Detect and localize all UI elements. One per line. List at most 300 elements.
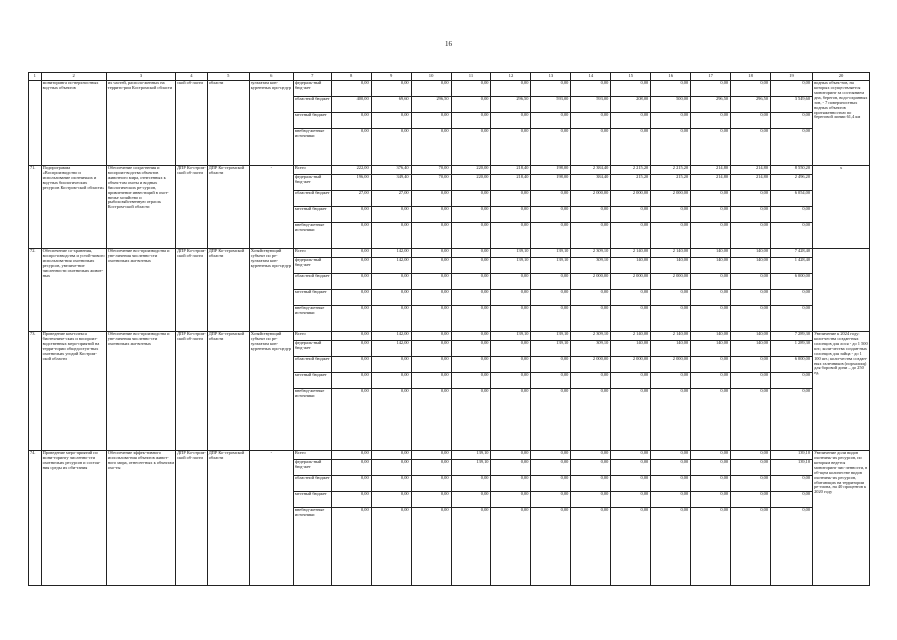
co-executor: ДПР Ко-стромской области — [207, 451, 249, 586]
amount-cell: 296,50 — [731, 97, 771, 113]
column-header: 9 — [371, 73, 411, 81]
amount-cell: 2 000,00 — [611, 357, 651, 373]
executor: ской об-ласти — [176, 81, 208, 166]
amount-cell: 8 550,20 — [771, 166, 813, 175]
amount-cell: 0,00 — [611, 373, 651, 389]
amount-cell: 0,00 — [611, 306, 651, 332]
amount-cell: 0,00 — [651, 223, 691, 249]
measure-name: Подпрограмма «Воспроизводство и использование охотничьих и вод-ных биологических ресурсов Костром-ской области» — [41, 166, 106, 249]
amount-cell: 0,00 — [451, 373, 491, 389]
participant: Хозяйствующий субъект по ре-зультатам кон-курентных про-цедур — [249, 332, 293, 451]
amount-cell: 214,80 — [731, 175, 771, 191]
amount-cell: 0,00 — [371, 492, 411, 508]
amount-cell: 0,00 — [651, 113, 691, 129]
amount-cell: 2 384,40 — [571, 166, 611, 175]
amount-cell: 0,00 — [411, 476, 451, 492]
amount-cell: 0,00 — [531, 306, 571, 332]
amount-cell: 0,00 — [331, 223, 371, 249]
amount-cell: 7 289,30 — [771, 332, 813, 341]
table-row — [29, 451, 870, 460]
amount-cell: 142,00 — [371, 332, 411, 341]
amount-cell: 0,00 — [771, 129, 813, 166]
amount-cell: 593,00 — [571, 97, 611, 113]
amount-cell: 0,00 — [771, 492, 813, 508]
amount-cell: 220,00 — [451, 166, 491, 175]
amount-cell: 0,00 — [651, 476, 691, 492]
amount-cell: 0,00 — [371, 274, 411, 290]
amount-cell: 0,00 — [451, 508, 491, 586]
amount-cell: 0,00 — [691, 290, 731, 306]
amount-cell: 0,00 — [571, 306, 611, 332]
amount-cell: 1 428,40 — [771, 258, 813, 274]
amount-cell: 0,00 — [451, 207, 491, 223]
amount-cell: 0,00 — [451, 81, 491, 97]
amount-cell: 0,00 — [451, 97, 491, 113]
amount-cell: 0,00 — [531, 207, 571, 223]
amount-cell: 0,00 — [651, 508, 691, 586]
amount-cell: 0,00 — [691, 460, 731, 476]
column-header: 19 — [771, 73, 813, 81]
funding-source: федераль-ный бюд-жет — [293, 175, 331, 191]
amount-cell: 0,00 — [331, 129, 371, 166]
amount-cell: 0,00 — [451, 290, 491, 306]
amount-cell: 0,00 — [371, 373, 411, 389]
column-header: 3 — [106, 73, 175, 81]
row-number: 74. — [29, 451, 42, 586]
amount-cell: 139,10 — [451, 460, 491, 476]
amount-cell: 139,10 — [531, 258, 571, 274]
funding-source: Всего — [293, 249, 331, 258]
amount-cell: 0,00 — [451, 306, 491, 332]
amount-cell: 0,00 — [331, 332, 371, 341]
participant: - — [249, 451, 293, 586]
amount-cell: 0,00 — [371, 207, 411, 223]
amount-cell: 309,10 — [571, 341, 611, 357]
amount-cell: 349,40 — [371, 175, 411, 191]
amount-cell: 0,00 — [331, 357, 371, 373]
amount-cell: 0,00 — [491, 81, 531, 97]
table-row — [29, 249, 870, 258]
amount-cell: 296,50 — [411, 97, 451, 113]
amount-cell: 0,00 — [531, 129, 571, 166]
amount-cell: 6 000,00 — [771, 274, 813, 290]
participant: Хозяйствующий субъект по ре-зультатам кон-курентных про-цедур — [249, 249, 293, 332]
amount-cell: 0,00 — [691, 207, 731, 223]
amount-cell: 140,00 — [691, 341, 731, 357]
amount-cell: 0,00 — [411, 191, 451, 207]
row-number: 71. — [29, 166, 42, 249]
amount-cell: 0,00 — [531, 81, 571, 97]
amount-cell: 0,00 — [651, 451, 691, 460]
amount-cell: 0,00 — [531, 476, 571, 492]
amount-cell: 7 428,40 — [771, 249, 813, 258]
funding-source: Всего — [293, 166, 331, 175]
column-header: 16 — [651, 73, 691, 81]
amount-cell: 2 000,00 — [571, 357, 611, 373]
budget-table — [28, 72, 870, 586]
amount-cell: 0,00 — [691, 81, 731, 97]
column-header: 20 — [813, 73, 870, 81]
amount-cell: 0,00 — [411, 341, 451, 357]
column-header: 15 — [611, 73, 651, 81]
amount-cell: 140,00 — [731, 332, 771, 341]
amount-cell: 2 496,20 — [771, 175, 813, 191]
amount-cell: 0,00 — [411, 373, 451, 389]
amount-cell: 139,10 — [451, 451, 491, 460]
amount-cell: 0,00 — [691, 389, 731, 451]
amount-cell: 2 000,00 — [651, 274, 691, 290]
executor: ДПР Ко-стром-ской об-ласти — [176, 332, 208, 451]
amount-cell: 0,00 — [731, 129, 771, 166]
amount-cell: 0,00 — [651, 460, 691, 476]
funding-source: местный бюджет — [293, 290, 331, 306]
amount-cell: 0,00 — [731, 451, 771, 460]
funding-source: Всего — [293, 332, 331, 341]
amount-cell: 0,00 — [571, 129, 611, 166]
amount-cell: 2 309,10 — [571, 332, 611, 341]
amount-cell: 0,00 — [691, 223, 731, 249]
amount-cell: 2 000,00 — [651, 191, 691, 207]
amount-cell: 0,00 — [411, 332, 451, 341]
amount-cell: 0,00 — [371, 508, 411, 586]
amount-cell: 0,00 — [491, 389, 531, 451]
amount-cell: 140,00 — [651, 258, 691, 274]
amount-cell: 0,00 — [491, 476, 531, 492]
column-header: 11 — [451, 73, 491, 81]
funding-source: областной бюджет — [293, 357, 331, 373]
amount-cell: 2 140,00 — [611, 249, 651, 258]
participant: зультатам кон-курентных про-цедур — [249, 81, 293, 166]
funding-source: Всего — [293, 451, 331, 460]
funding-source: внебюд-жетные источники — [293, 306, 331, 332]
amount-cell: 0,00 — [531, 191, 571, 207]
amount-cell: 0,00 — [331, 492, 371, 508]
amount-cell: 0,00 — [731, 460, 771, 476]
amount-cell: 0,00 — [731, 389, 771, 451]
amount-cell: 6 000,00 — [771, 357, 813, 373]
amount-cell: 0,00 — [491, 306, 531, 332]
amount-cell: 198,00 — [531, 175, 571, 191]
amount-cell: 0,00 — [531, 357, 571, 373]
funding-source: местный бюджет — [293, 207, 331, 223]
amount-cell: 0,00 — [651, 306, 691, 332]
funding-source: внебюд-жетные источники — [293, 223, 331, 249]
amount-cell: 0,00 — [731, 492, 771, 508]
amount-cell: 0,00 — [611, 207, 651, 223]
amount-cell: 0,00 — [531, 460, 571, 476]
amount-cell: 196,00 — [331, 175, 371, 191]
amount-cell: 0,00 — [771, 508, 813, 586]
measure-name: Обеспечение со-хранения, воспро-изводства и устой-чивого использова-ния охотничьих ресурсов, увеличе-ние численности охотничьих живот-ных — [41, 249, 106, 332]
amount-cell: 2 215,20 — [611, 166, 651, 175]
amount-cell: 0,00 — [331, 373, 371, 389]
amount-cell: 140,00 — [691, 249, 731, 258]
amount-cell: 0,00 — [451, 113, 491, 129]
amount-cell: 0,00 — [611, 492, 651, 508]
funding-source: местный бюджет — [293, 113, 331, 129]
amount-cell: 0,00 — [531, 113, 571, 129]
amount-cell: 139,10 — [771, 460, 813, 476]
amount-cell: 0,00 — [571, 113, 611, 129]
column-header: 10 — [411, 73, 451, 81]
amount-cell: 0,00 — [411, 207, 451, 223]
amount-cell: 0,00 — [451, 332, 491, 341]
funding-source: федераль-ный бюд-жет — [293, 81, 331, 97]
amount-cell: 0,00 — [411, 290, 451, 306]
amount-cell: 0,00 — [651, 373, 691, 389]
column-header: 6 — [249, 73, 293, 81]
amount-cell: 3 549,60 — [771, 97, 813, 113]
amount-cell: 0,00 — [651, 389, 691, 451]
amount-cell: 296,50 — [491, 97, 531, 113]
amount-cell: 0,00 — [691, 191, 731, 207]
amount-cell: 0,00 — [331, 274, 371, 290]
amount-cell: 6 054,00 — [771, 191, 813, 207]
table-row — [29, 166, 870, 175]
expected-result: Увеличение доли видов охотничь-их ресурсов, по которым ведется мониторинг чис-ленности, в об-щем количестве видов охотничь-их ресурсов, обитающих на территории ре-гиона, на 40 процентов к 2020 году — [813, 451, 870, 586]
amount-cell: 139,10 — [771, 451, 813, 460]
amount-cell: 139,10 — [531, 332, 571, 341]
amount-cell: 2 000,00 — [611, 274, 651, 290]
amount-cell: 0,00 — [451, 223, 491, 249]
amount-cell: 0,00 — [411, 357, 451, 373]
amount-cell: 0,00 — [531, 389, 571, 451]
amount-cell: 0,00 — [731, 113, 771, 129]
measure-name: Проведение ком-плекса биотехниче-ских и воспроиз-водственных меро-приятий на терри-тории общедоступ-ных охотничьих угодий Костром-ской области — [41, 332, 106, 451]
column-header: 5 — [207, 73, 249, 81]
amount-cell: 214,80 — [691, 175, 731, 191]
amount-cell: 0,00 — [771, 389, 813, 451]
funding-source: областной бюджет — [293, 274, 331, 290]
amount-cell: 140,00 — [731, 341, 771, 357]
amount-cell: 0,00 — [571, 476, 611, 492]
amount-cell: 0,00 — [371, 306, 411, 332]
amount-cell: 0,00 — [731, 306, 771, 332]
amount-cell: 0,00 — [331, 341, 371, 357]
amount-cell: 0,00 — [531, 373, 571, 389]
expected-result: водных объек-тов, на которых осуществляется мониторинг за состоянием дна, берегов, водо-охранных зон, - 7 поверхностных водных объектов протяженностью по береговой линии 61,4 км — [813, 81, 870, 166]
amount-cell: 0,00 — [611, 113, 651, 129]
amount-cell: 2 140,00 — [651, 332, 691, 341]
funding-source: федераль-ный бюд-жет — [293, 460, 331, 476]
column-header: 4 — [176, 73, 208, 81]
amount-cell: 0,00 — [491, 357, 531, 373]
page-number: 16 — [445, 40, 452, 48]
header-row — [29, 73, 870, 81]
co-executor: области — [207, 81, 249, 166]
amount-cell: 0,00 — [731, 476, 771, 492]
amount-cell: 0,00 — [411, 258, 451, 274]
co-executor: ДПР Ко-стромской области — [207, 332, 249, 451]
amount-cell: 0,00 — [331, 451, 371, 460]
amount-cell: 0,00 — [331, 460, 371, 476]
amount-cell: 0,00 — [451, 357, 491, 373]
amount-cell: 0,00 — [451, 389, 491, 451]
amount-cell: 0,00 — [451, 249, 491, 258]
amount-cell: 140,00 — [611, 258, 651, 274]
amount-cell: 0,00 — [491, 341, 531, 357]
participant: - — [249, 166, 293, 249]
amount-cell: 0,00 — [371, 460, 411, 476]
amount-cell: 0,00 — [491, 373, 531, 389]
amount-cell: 0,00 — [691, 129, 731, 166]
amount-cell: 0,00 — [491, 508, 531, 586]
amount-cell: 0,00 — [331, 508, 371, 586]
funding-source: областной бюджет — [293, 476, 331, 492]
amount-cell: 0,00 — [611, 129, 651, 166]
amount-cell: 0,00 — [411, 460, 451, 476]
funding-source: внебюд-жетные источники — [293, 508, 331, 586]
amount-cell: 0,00 — [491, 274, 531, 290]
amount-cell: 0,00 — [611, 223, 651, 249]
co-executor: ДПР Ко-стромской области — [207, 166, 249, 249]
amount-cell: 215,20 — [611, 175, 651, 191]
amount-cell: 214,80 — [731, 166, 771, 175]
amount-cell: 27,00 — [371, 191, 411, 207]
amount-cell: 139,10 — [531, 249, 571, 258]
funding-source: внебюд-жетные источники — [293, 389, 331, 451]
funding-source: областной бюджет — [293, 97, 331, 113]
amount-cell: 0,00 — [571, 81, 611, 97]
amount-cell: 0,00 — [691, 306, 731, 332]
amount-cell: 500,00 — [651, 97, 691, 113]
amount-cell: 0,00 — [371, 113, 411, 129]
amount-cell: 0,00 — [651, 290, 691, 306]
amount-cell: 70,00 — [411, 175, 451, 191]
column-header: 13 — [531, 73, 571, 81]
amount-cell: 1 289,30 — [771, 341, 813, 357]
amount-cell: 2 000,00 — [571, 274, 611, 290]
column-header: 1 — [29, 73, 42, 81]
measure-name: мониторинга по-верхностных вод-ных объектов — [41, 81, 106, 166]
amount-cell: 0,00 — [731, 81, 771, 97]
measure-content: их частей, располо-женных на террито-рии Костромской области — [106, 81, 175, 166]
expected-result — [813, 249, 870, 332]
amount-cell: 0,00 — [731, 191, 771, 207]
amount-cell: 0,00 — [451, 129, 491, 166]
amount-cell: 215,20 — [651, 175, 691, 191]
column-header: 8 — [331, 73, 371, 81]
table-row — [29, 332, 870, 341]
amount-cell: 593,00 — [531, 97, 571, 113]
amount-cell: 0,00 — [451, 274, 491, 290]
amount-cell: 0,00 — [571, 460, 611, 476]
amount-cell: 208,00 — [611, 97, 651, 113]
amount-cell: 0,00 — [691, 476, 731, 492]
amount-cell: 0,00 — [771, 207, 813, 223]
expected-result: х — [813, 166, 870, 249]
amount-cell: 0,00 — [611, 389, 651, 451]
amount-cell: 0,00 — [411, 81, 451, 97]
amount-cell: 0,00 — [371, 223, 411, 249]
amount-cell: 140,00 — [691, 258, 731, 274]
amount-cell: 0,00 — [571, 451, 611, 460]
amount-cell: 0,00 — [771, 223, 813, 249]
amount-cell: 0,00 — [731, 223, 771, 249]
amount-cell: 0,00 — [331, 81, 371, 97]
amount-cell: 139,10 — [531, 341, 571, 357]
amount-cell: 0,00 — [651, 207, 691, 223]
amount-cell: 2 000,00 — [611, 191, 651, 207]
amount-cell: 0,00 — [571, 389, 611, 451]
amount-cell: 2 000,00 — [571, 191, 611, 207]
amount-cell: 0,00 — [571, 290, 611, 306]
amount-cell: 0,00 — [611, 290, 651, 306]
amount-cell: 0,00 — [691, 373, 731, 389]
amount-cell: 0,00 — [731, 290, 771, 306]
amount-cell: 27,00 — [331, 191, 371, 207]
amount-cell: 0,00 — [411, 389, 451, 451]
amount-cell: 0,00 — [771, 476, 813, 492]
column-header: 12 — [491, 73, 531, 81]
amount-cell: 140,00 — [731, 249, 771, 258]
amount-cell: 384,40 — [571, 175, 611, 191]
amount-cell: 140,00 — [611, 341, 651, 357]
co-executor: ДПР Ко-стромской области — [207, 249, 249, 332]
amount-cell: 139,10 — [491, 258, 531, 274]
measure-name: Проведение меро-приятий по мони-торингу численно-сти охотничьих ресурсов и состоя-ния среды их оби-тания — [41, 451, 106, 586]
funding-source: местный бюджет — [293, 492, 331, 508]
amount-cell: 0,00 — [531, 492, 571, 508]
amount-cell: 0,00 — [411, 492, 451, 508]
amount-cell: 0,00 — [371, 290, 411, 306]
amount-cell: 400,00 — [331, 97, 371, 113]
amount-cell: 0,00 — [531, 290, 571, 306]
measure-content: Обеспечение эффек-тивного использова-ния объектов живот-ного мира, отнесен-ных к объектам охо-ты — [106, 451, 175, 586]
amount-cell: 0,00 — [491, 223, 531, 249]
amount-cell: 140,00 — [691, 332, 731, 341]
amount-cell: 0,00 — [491, 191, 531, 207]
amount-cell: 0,00 — [371, 81, 411, 97]
amount-cell: 0,00 — [731, 274, 771, 290]
amount-cell: 0,00 — [331, 306, 371, 332]
measure-content: Обеспечение вос-производства и уве-личения численно-сти охотничьих жи-вотных — [106, 249, 175, 332]
amount-cell: 0,00 — [611, 460, 651, 476]
amount-cell: 142,00 — [371, 249, 411, 258]
amount-cell: 2 000,00 — [651, 357, 691, 373]
column-header: 14 — [571, 73, 611, 81]
amount-cell: 0,00 — [411, 129, 451, 166]
amount-cell: 0,00 — [331, 389, 371, 451]
amount-cell: 0,00 — [451, 476, 491, 492]
amount-cell: 2 215,20 — [651, 166, 691, 175]
amount-cell: 0,00 — [451, 341, 491, 357]
amount-cell: 0,00 — [571, 373, 611, 389]
amount-cell: 0,00 — [491, 451, 531, 460]
executor: ДПР Ко-стром-ской об-ласти — [176, 166, 208, 249]
amount-cell: 0,00 — [611, 476, 651, 492]
funding-source: внебюд-жетные источники — [293, 129, 331, 166]
amount-cell: 0,00 — [371, 476, 411, 492]
amount-cell: 142,00 — [371, 258, 411, 274]
funding-source: федераль-ный бюд-жет — [293, 258, 331, 274]
amount-cell: 0,00 — [571, 207, 611, 223]
amount-cell: 0,00 — [651, 129, 691, 166]
executor: ДПР Ко-стром-ской об-ласти — [176, 451, 208, 586]
amount-cell: 139,10 — [491, 249, 531, 258]
amount-cell: 0,00 — [531, 508, 571, 586]
amount-cell: 0,00 — [691, 113, 731, 129]
amount-cell: 139,10 — [491, 332, 531, 341]
amount-cell: 142,00 — [371, 341, 411, 357]
amount-cell: 0,00 — [731, 508, 771, 586]
amount-cell: 140,00 — [651, 341, 691, 357]
amount-cell: 296,50 — [691, 97, 731, 113]
amount-cell: 0,00 — [411, 451, 451, 460]
amount-cell: 0,00 — [611, 451, 651, 460]
amount-cell: 0,00 — [731, 207, 771, 223]
amount-cell: 0,00 — [691, 451, 731, 460]
